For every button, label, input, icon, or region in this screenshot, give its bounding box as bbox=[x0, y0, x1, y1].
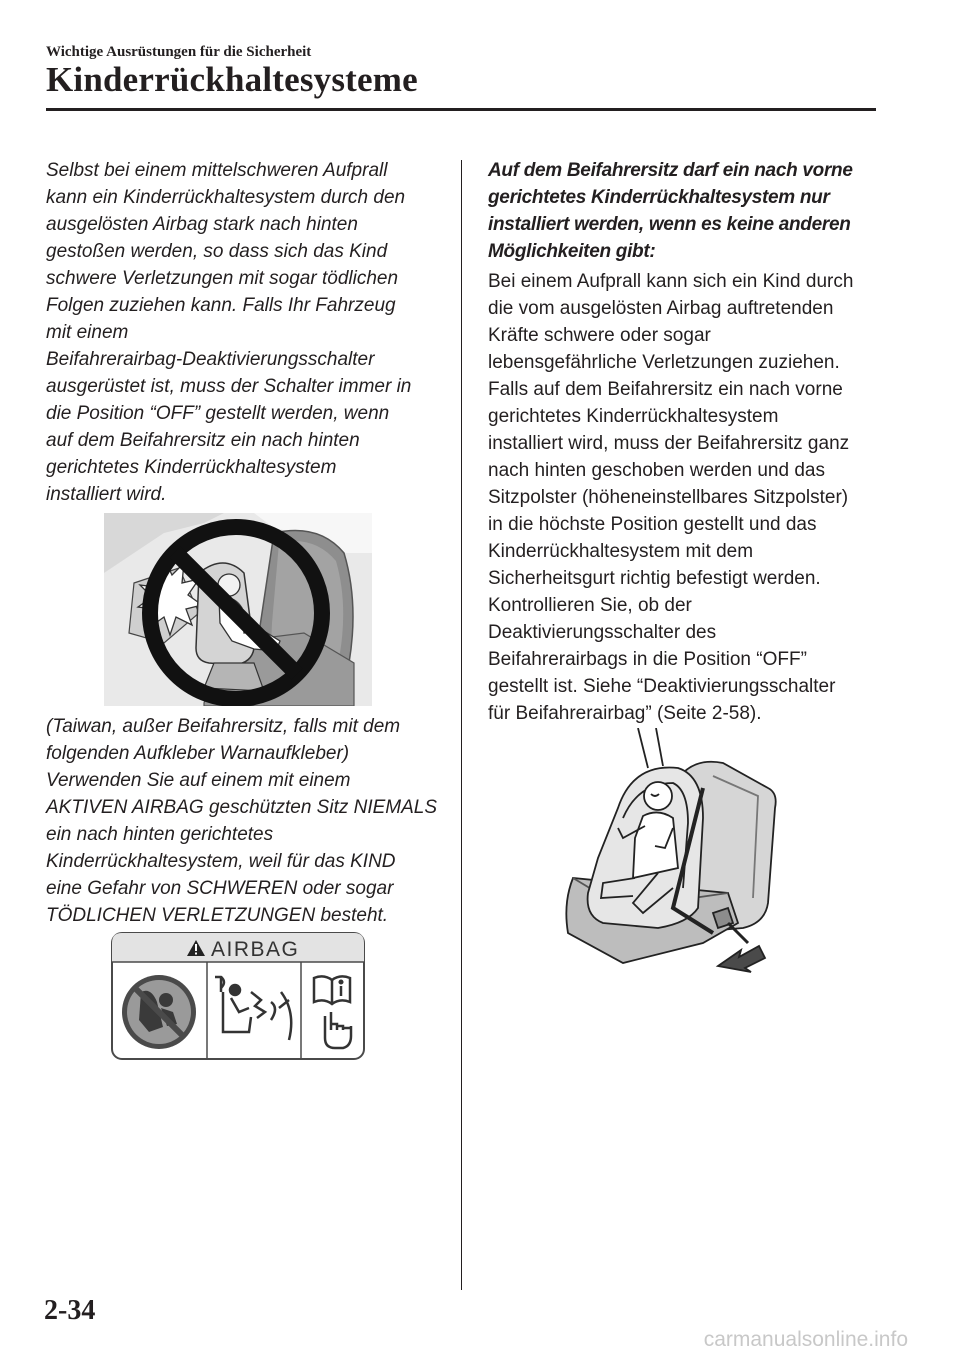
watermark: carmanualsonline.info bbox=[703, 1328, 908, 1351]
airbag-warning-sticker bbox=[111, 932, 365, 1060]
body-text-line: nach hinten geschoben werden und das bbox=[488, 460, 825, 481]
body-text-line: gerichtetes Kinderrückhaltesystem bbox=[488, 406, 779, 427]
warning-text-line: Beifahrerairbag-Deaktivierungsschalter bbox=[46, 349, 375, 370]
sticker-text-line: AKTIVEN AIRBAG geschützten Sitz NIEMALS bbox=[46, 797, 438, 818]
heading-text-line: Möglichkeiten gibt: bbox=[488, 241, 656, 262]
body-text-line: Kräfte schwere oder sogar bbox=[488, 325, 711, 346]
sticker-text-line: eine Gefahr von SCHWEREN oder sogar bbox=[46, 878, 394, 899]
warning-text-line: gestoßen werden, so dass sich das Kind bbox=[46, 241, 388, 262]
body-text-line: lebensgefährliche Verletzungen zuziehen. bbox=[488, 352, 840, 373]
rear-facing-seat-prohibited-figure bbox=[104, 513, 372, 706]
page-number: 2-34 bbox=[44, 1295, 96, 1326]
column-divider bbox=[461, 160, 462, 1290]
body-text-line: in die höchste Position gestellt und das bbox=[488, 514, 817, 535]
sticker-text-line: ein nach hinten gerichtetes bbox=[46, 824, 274, 845]
sticker-text-line: TÖDLICHEN VERLETZUNGEN besteht. bbox=[46, 905, 389, 926]
body-text-line: die vom ausgelösten Airbag auftretenden bbox=[488, 298, 834, 319]
warning-text-line: gerichtetes Kinderrückhaltesystem bbox=[46, 457, 337, 478]
warning-text-line: auf dem Beifahrersitz ein nach hinten bbox=[46, 430, 360, 451]
warning-text-line: schwere Verletzungen mit sogar tödlichen bbox=[46, 268, 399, 289]
body-text-line: Bei einem Aufprall kann sich ein Kind durch bbox=[488, 271, 854, 292]
body-text-line: Kontrollieren Sie, ob der bbox=[488, 595, 692, 616]
body-text-line: Sitzpolster (höheneinstellbares Sitzpolster) bbox=[488, 487, 849, 508]
warning-text-line: die Position “OFF” gestellt werden, wenn bbox=[46, 403, 390, 424]
no-rear-facing-seat-icon bbox=[122, 975, 196, 1049]
heading-text-line: gerichtetes Kinderrückhaltesystem nur bbox=[488, 187, 830, 208]
body-text-line: für Beifahrerairbag” (Seite 2-58). bbox=[488, 703, 762, 724]
section-header: Wichtige Ausrüstungen für die Sicherheit bbox=[46, 44, 312, 60]
heading-text-line: installiert werden, wenn es keine anderen bbox=[488, 214, 851, 235]
warning-text-line: mit einem bbox=[46, 322, 129, 343]
warning-text-line: kann ein Kinderrückhaltesystem durch den bbox=[46, 187, 406, 208]
sticker-text-line: (Taiwan, außer Beifahrersitz, falls mit dem bbox=[46, 716, 401, 737]
sticker-paragraph bbox=[46, 713, 446, 929]
sticker-label: AIRBAG bbox=[211, 938, 300, 961]
warning-text-line: ausgelösten Airbag stark nach hinten bbox=[46, 214, 358, 235]
sticker-text-line: folgenden Aufkleber Warnaufkleber) bbox=[46, 743, 350, 764]
body-text-line: Deaktivierungsschalter des bbox=[488, 622, 717, 643]
body-text-line: Beifahrerairbags in die Position “OFF” bbox=[488, 649, 807, 670]
warning-text-line: installiert wird. bbox=[46, 484, 167, 505]
warning-text-line: Selbst bei einem mittelschweren Aufprall bbox=[46, 160, 388, 181]
body-text-line: installiert wird, muss der Beifahrersitz ganz bbox=[488, 433, 850, 454]
body-text-line: gestellt ist. Siehe “Deaktivierungsschalter bbox=[488, 676, 836, 697]
forward-facing-child-seat-figure bbox=[563, 728, 793, 973]
heading-text-line: Auf dem Beifahrersitz darf ein nach vorne bbox=[488, 160, 853, 181]
page-title: Kinderrückhaltesysteme bbox=[46, 60, 418, 99]
forward-facing-heading bbox=[488, 157, 888, 265]
sticker-text-line: Kinderrückhaltesystem, weil für das KIND bbox=[46, 851, 396, 872]
body-text-line: Sicherheitsgurt richtig befestigt werden. bbox=[488, 568, 821, 589]
body-text-line: Kinderrückhaltesystem mit dem bbox=[488, 541, 754, 562]
body-text-line: Falls auf dem Beifahrersitz ein nach vorne bbox=[488, 379, 843, 400]
sticker-text-line: Verwenden Sie auf einem mit einem bbox=[46, 770, 351, 791]
forward-facing-body bbox=[488, 268, 888, 727]
header-rule bbox=[46, 108, 876, 111]
warning-paragraph bbox=[46, 157, 446, 508]
warning-text-line: ausgerüstet ist, muss der Schalter immer in bbox=[46, 376, 412, 397]
warning-text-line: Folgen zuziehen kann. Falls Ihr Fahrzeug bbox=[46, 295, 396, 316]
